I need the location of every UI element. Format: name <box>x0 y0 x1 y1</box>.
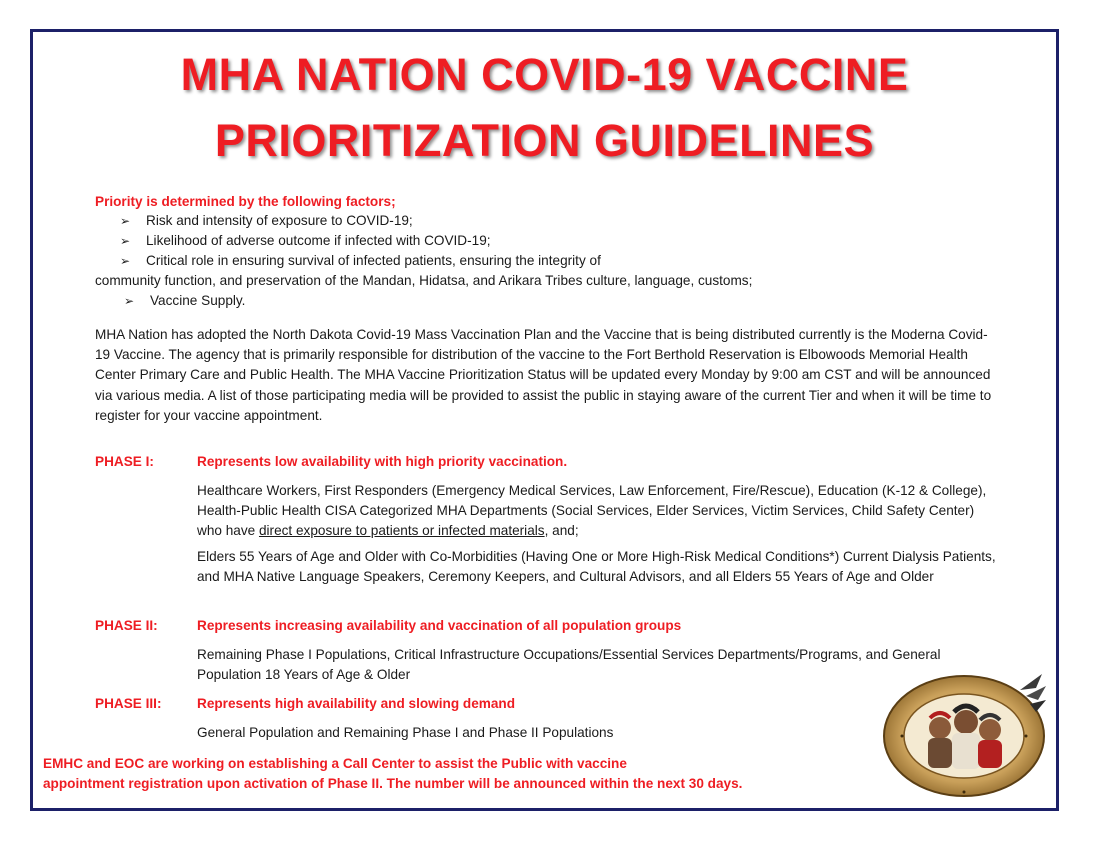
phase-1-label: PHASE I: <box>95 454 154 469</box>
factor-item: ➢ Risk and intensity of exposure to COVID-19; <box>120 211 413 231</box>
tribal-seal-logo <box>880 670 1048 800</box>
phase-1-description: Represents low availability with high priority vaccination. <box>197 454 568 469</box>
factor-item: ➢ Vaccine Supply. <box>124 291 245 311</box>
phase-2-body: Remaining Phase I Populations, Critical Infrastructure Occupations/Essential Services Departments/Programs, and General Population 18 Years of Age & Older <box>197 647 941 683</box>
phase-3-description: Represents high availability and slowing demand <box>197 696 516 711</box>
arrowhead-bullet-icon: ➢ <box>120 254 131 268</box>
phase-2-label: PHASE II: <box>95 618 158 633</box>
intro-paragraph: MHA Nation has adopted the North Dakota Covid-19 Mass Vaccination Plan and the Vaccine that is being distributed currently is the Moderna Covid-19 Vaccine. The agency that is primarily responsible for distribution of the vaccine to the Fort Berthold Reservation is Elbowoods Memorial Health Center Primary Care and Public Health. The MHA Vaccine Prioritization Status will be updated every Monday by 9:00 am CST and will be announced via various media. A list of those participating media will be provided to assist the public in staying aware of the current Tier and when it will be time to register for your vaccine appointment. <box>95 327 992 423</box>
page-title-line-1: MHA NATION COVID-19 VACCINE <box>180 49 909 100</box>
factors-heading: Priority is determined by the following factors; <box>95 194 396 209</box>
underlined-exposure-text: direct exposure to patients or infected materials <box>258 523 545 539</box>
phase-1-body-elders: Elders 55 Years of Age and Older with Co-Morbidities (Having One or More High-Risk Medical Conditions*) Current Dialysis Patients, and MHA Native Language Speakers, Ceremony Keepers, and Cultural Advisors, and all Elders 55 Years of Age and Older <box>197 549 996 585</box>
phase-3-label: PHASE III: <box>95 696 162 711</box>
phase-1-body-groups: Healthcare Workers, First Responders (Emergency Medical Services, Law Enforcement, Fire/Rescue), Education (K-12 & College), Health-Public Health CISA Categorized MHA Departments (Social Services, Elder Services, Victim Services, Child Safety Center) who have direct exposure to patients or infected materials, and; <box>197 483 987 539</box>
arrowhead-bullet-icon: ➢ <box>120 234 131 248</box>
factor-item: ➢ Likelihood of adverse outcome if infected with COVID-19; <box>120 231 491 251</box>
factor-item: ➢ Critical role in ensuring survival of infected patients, ensuring the integrity of <box>120 251 601 271</box>
arrowhead-bullet-icon: ➢ <box>120 214 131 228</box>
factor-continuation: community function, and preservation of the Mandan, Hidatsa, and Arikara Tribes culture, language, customs; <box>95 273 753 288</box>
footer-line-1: EMHC and EOC are working on establishing a Call Center to assist the Public with vaccine <box>43 756 627 771</box>
footer-line-2: appointment registration upon activation of Phase II. The number will be announced within the next 30 days. <box>43 776 743 791</box>
page-title-line-2: PRIORITIZATION GUIDELINES <box>214 115 875 166</box>
arrowhead-bullet-icon: ➢ <box>124 294 135 308</box>
phase-3-body: General Population and Remaining Phase I and Phase II Populations <box>197 725 614 740</box>
phase-2-description: Represents increasing availability and vaccination of all population groups <box>197 618 682 633</box>
